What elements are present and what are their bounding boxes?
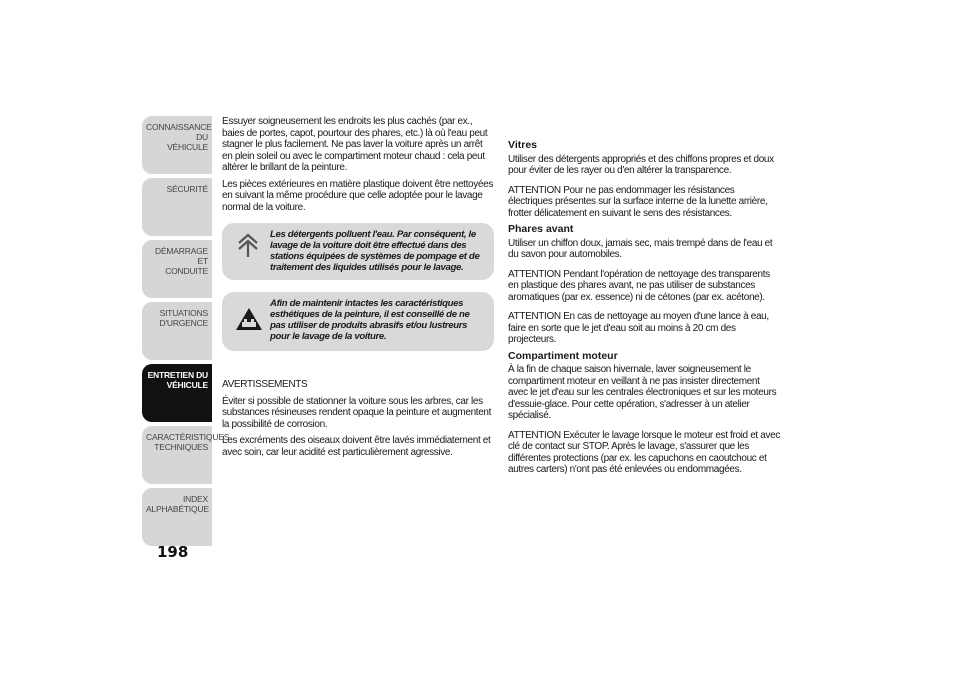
paragraph: ATTENTION Pour ne pas endommager les résistances électriques présentes sur la surface interne de la lunette arrière, frotter délicatement en suivant le sens des résistances. <box>508 184 768 219</box>
tab-label-line1: DÉMARRAGE ET <box>155 246 208 266</box>
paint-warning-text: Afin de maintenir intactes les caractéristiques esthétiques de la peinture, il est conseillé de ne pas utiliser de produits abrasifs et/ou lustreurs pour le lavage de la voiture. <box>270 298 470 342</box>
tab-label-line2: SÉCURITÉ <box>166 184 208 194</box>
tab-label-line1: INDEX <box>183 494 208 504</box>
page-number: 198 <box>157 543 189 561</box>
tab-label-line2: ALPHABÉTIQUE <box>146 504 209 514</box>
tab-caracteristiques-techniques[interactable] <box>142 426 230 484</box>
tab-label-line2: VÉHICULE <box>167 142 208 152</box>
paragraph: Éviter si possible de stationner la voiture sous les arbres, car les substances résineuses rendent opaque la peinture et augmentent la possibilité de corrosion. <box>222 395 492 430</box>
tab-connaissance-du-vehicule[interactable] <box>142 116 212 174</box>
tab-label-line1: CARACTÉRISTIQUES <box>146 432 230 442</box>
paragraph: Les pièces extérieures en matière plastique doivent être nettoyées en suivant la même procédure que celle adoptée pour le lavage normal de la voiture. <box>222 178 493 213</box>
paragraph: Utiliser un chiffon doux, jamais sec, mais trempé dans de l'eau et du savon pour automobiles. <box>508 237 773 260</box>
tab-demarrage-et-conduite[interactable] <box>142 240 212 298</box>
tab-entretien-du-vehicule[interactable] <box>142 364 212 422</box>
tab-label-line2: CONDUITE <box>165 266 208 276</box>
paragraph: Essuyer soigneusement les endroits les plus cachés (par ex., baies de portes, capot, pourtour des phares, etc.) là où l'eau peut stagner le plus facilement. Ne pas laver la voiture après un arrêt en plein soleil ou avec le compartiment moteur chaud : cela peut altérer le brillant de la peinture. <box>222 116 488 173</box>
recycle-icon <box>236 231 260 259</box>
tab-situations-d-urgence[interactable] <box>142 302 212 360</box>
warning-triangle-icon <box>234 306 264 332</box>
environment-note-text: Les détergents polluent l'eau. Par conséquent, le lavage de la voiture doit être effectué dans des stations équipées de systèmes de pompage et de traitement des liquides utilisés pour le lavage. <box>270 229 480 273</box>
environment-note-box <box>222 223 494 280</box>
section-heading: Phares avant <box>508 223 574 235</box>
section-heading: Compartiment moteur <box>508 349 618 362</box>
paragraph: Utiliser des détergents appropriés et des chiffons propres et doux pour éviter de les rayer ou d'en altérer la transparence. <box>508 153 774 176</box>
tab-label-line1: CONNAISSANCE DU <box>146 122 212 142</box>
paint-warning-box <box>222 292 494 351</box>
paragraph: ATTENTION Pendant l'opération de nettoyage des transparents en plastique des phares avant, ne pas utiliser de substances aromatiques (par ex. essence) ni de cétones (par ex. acétone). <box>508 268 770 303</box>
tab-label-line1: SITUATIONS <box>159 308 208 318</box>
paragraph: Les excréments des oiseaux doivent être lavés immédiatement et avec soin, car leur acidité est particulièrement agressive. <box>222 435 491 458</box>
section-title: AVERTISSEMENTS <box>222 379 308 390</box>
tab-index-alphabetique[interactable] <box>142 488 212 546</box>
right-column <box>508 136 780 481</box>
tab-securite[interactable] <box>142 178 212 236</box>
tab-label-line2: TECHNIQUES <box>154 442 208 452</box>
tab-label-line2: VÉHICULE <box>166 380 208 390</box>
paragraph: ATTENTION Exécuter le lavage lorsque le moteur est froid et avec clé de contact sur STOP. Après le lavage, s'assurer que les différentes protections (par ex. les capuchons en caoutchouc et autres carters) n'ont pas été enlevées ou endommagées. <box>508 429 780 475</box>
section-heading: Vitres <box>508 139 537 151</box>
paragraph: À la fin de chaque saison hivernale, laver soigneusement le compartiment moteur en veillant à ne pas insister directement avec le jet d'eau sur les centrales électroniques et sur les moteurs d'essuie-glace. Pour cette opération, s'adresser à un atelier spécialisé. <box>508 364 777 421</box>
tab-label-line2: D'URGENCE <box>159 318 208 328</box>
tab-label-line1: ENTRETIEN DU <box>147 370 208 380</box>
left-column <box>222 116 494 463</box>
paragraph: ATTENTION En cas de nettoyage au moyen d'une lance à eau, faire en sorte que le jet d'eau soit au moins à 20 cm des projecteurs. <box>508 311 769 345</box>
